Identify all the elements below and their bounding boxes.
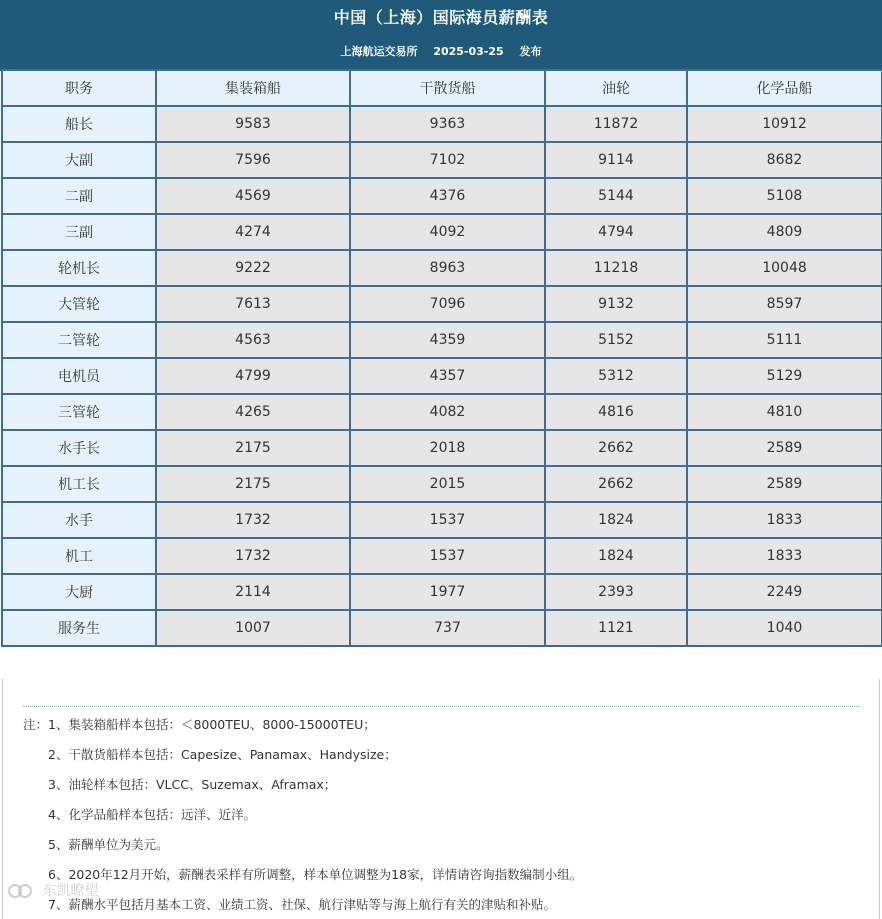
note-line-2: 2、干散货船样本包括：Capesize、Panamax、Handysize； <box>48 747 397 762</box>
watermark-text: 东凯瞭望 <box>42 883 99 899</box>
rank-cell: 水手长 <box>2 430 156 466</box>
note-line-1: 注：1、集装箱船样本包括：＜8000TEU、8000-15000TEU； <box>23 717 376 732</box>
salary-cell: 4794 <box>545 214 687 250</box>
note-line-5: 5、薪酬单位为美元。 <box>48 837 169 852</box>
salary-cell: 2249 <box>687 574 882 610</box>
salary-cell: 2175 <box>156 466 350 502</box>
table-row <box>2 286 882 322</box>
column-header-vessel-type: 油轮 <box>545 70 687 106</box>
salary-cell: 1121 <box>545 610 687 646</box>
page-title: 中国（上海）国际海员薪酬表 <box>333 8 549 27</box>
salary-cell: 4265 <box>156 394 350 430</box>
rank-cell: 轮机长 <box>2 250 156 286</box>
publish-date: 2025-03-25 <box>433 45 504 58</box>
table-row <box>2 502 882 538</box>
salary-cell: 7613 <box>156 286 350 322</box>
salary-cell: 4092 <box>350 214 545 250</box>
salary-cell: 1977 <box>350 574 545 610</box>
salary-cell: 2589 <box>687 466 882 502</box>
salary-cell: 8682 <box>687 142 882 178</box>
column-header-rank: 职务 <box>2 70 156 106</box>
salary-cell: 2662 <box>545 466 687 502</box>
note-line-3: 3、油轮样本包括：VLCC、Suzemax、Aframax； <box>48 777 337 792</box>
salary-cell: 11218 <box>545 250 687 286</box>
salary-cell: 8597 <box>687 286 882 322</box>
salary-cell: 1732 <box>156 538 350 574</box>
table-header-banner <box>0 0 882 71</box>
salary-cell: 4376 <box>350 178 545 214</box>
salary-cell: 9583 <box>156 106 350 142</box>
salary-cell: 5111 <box>687 322 882 358</box>
table-header-row <box>2 70 882 106</box>
table-row <box>2 214 882 250</box>
salary-cell: 1537 <box>350 502 545 538</box>
salary-cell: 7596 <box>156 142 350 178</box>
salary-cell: 7102 <box>350 142 545 178</box>
salary-cell: 9132 <box>545 286 687 322</box>
salary-cell: 1833 <box>687 538 882 574</box>
note-line-4: 4、化学品船样本包括：远洋、近洋。 <box>48 807 256 822</box>
table-row <box>2 466 882 502</box>
note-line-6: 6、2020年12月开始，薪酬表采样有所调整，样本单位调整为18家，详情请咨询指数编制小组。 <box>48 867 583 882</box>
rank-cell: 二管轮 <box>2 322 156 358</box>
salary-cell: 7096 <box>350 286 545 322</box>
salary-cell: 2114 <box>156 574 350 610</box>
table-row <box>2 106 882 142</box>
rank-cell: 电机员 <box>2 358 156 394</box>
salary-cell: 4563 <box>156 322 350 358</box>
rank-cell: 机工 <box>2 538 156 574</box>
salary-cell: 4799 <box>156 358 350 394</box>
salary-cell: 9114 <box>545 142 687 178</box>
rank-cell: 船长 <box>2 106 156 142</box>
column-header-vessel-type: 集装箱船 <box>156 70 350 106</box>
table-row <box>2 538 882 574</box>
salary-cell: 2393 <box>545 574 687 610</box>
salary-cell: 10048 <box>687 250 882 286</box>
salary-cell: 2589 <box>687 430 882 466</box>
watermark-logo-icon <box>6 882 34 900</box>
salary-cell: 5312 <box>545 358 687 394</box>
table-body <box>2 106 882 646</box>
rank-cell: 服务生 <box>2 610 156 646</box>
rank-cell: 大管轮 <box>2 286 156 322</box>
salary-cell: 5108 <box>687 178 882 214</box>
rank-cell: 大副 <box>2 142 156 178</box>
salary-cell: 8963 <box>350 250 545 286</box>
rank-cell: 机工长 <box>2 466 156 502</box>
note-line-7: 7、薪酬水平包括月基本工资、业绩工资、社保、航行津贴等与海上航行有关的津贴和补贴。 <box>48 897 556 912</box>
salary-cell: 5152 <box>545 322 687 358</box>
table-row <box>2 610 882 646</box>
salary-cell: 4357 <box>350 358 545 394</box>
table-row <box>2 430 882 466</box>
notes-divider <box>23 706 859 707</box>
salary-cell: 1537 <box>350 538 545 574</box>
salary-cell: 4082 <box>350 394 545 430</box>
salary-cell: 2662 <box>545 430 687 466</box>
table-row <box>2 178 882 214</box>
table-row <box>2 142 882 178</box>
salary-cell: 1732 <box>156 502 350 538</box>
salary-cell: 4809 <box>687 214 882 250</box>
salary-cell: 4816 <box>545 394 687 430</box>
salary-cell: 1833 <box>687 502 882 538</box>
salary-cell: 1007 <box>156 610 350 646</box>
salary-cell: 11872 <box>545 106 687 142</box>
column-header-vessel-type: 干散货船 <box>350 70 545 106</box>
publish-info <box>1 43 881 59</box>
salary-cell: 4359 <box>350 322 545 358</box>
rank-cell: 三管轮 <box>2 394 156 430</box>
notes-section <box>2 679 880 919</box>
salary-cell: 5129 <box>687 358 882 394</box>
table-row <box>2 358 882 394</box>
rank-cell: 大厨 <box>2 574 156 610</box>
salary-cell: 10912 <box>687 106 882 142</box>
salary-cell: 9363 <box>350 106 545 142</box>
table-row <box>2 250 882 286</box>
rank-cell: 水手 <box>2 502 156 538</box>
salary-cell: 2018 <box>350 430 545 466</box>
rank-cell: 二副 <box>2 178 156 214</box>
salary-cell: 1824 <box>545 502 687 538</box>
salary-cell: 737 <box>350 610 545 646</box>
watermark <box>6 880 98 900</box>
salary-cell: 4274 <box>156 214 350 250</box>
column-header-vessel-type: 化学品船 <box>687 70 882 106</box>
table-row <box>2 574 882 610</box>
salary-cell: 1040 <box>687 610 882 646</box>
salary-cell: 2175 <box>156 430 350 466</box>
table-row <box>2 394 882 430</box>
salary-cell: 1824 <box>545 538 687 574</box>
salary-cell: 9222 <box>156 250 350 286</box>
publisher-name: 上海航运交易所 <box>340 45 418 58</box>
publish-action: 发布 <box>519 45 542 58</box>
salary-cell: 4569 <box>156 178 350 214</box>
rank-cell: 三副 <box>2 214 156 250</box>
salary-cell: 4810 <box>687 394 882 430</box>
salary-cell: 2015 <box>350 466 545 502</box>
salary-table <box>1 69 882 647</box>
salary-cell: 5144 <box>545 178 687 214</box>
table-row <box>2 322 882 358</box>
